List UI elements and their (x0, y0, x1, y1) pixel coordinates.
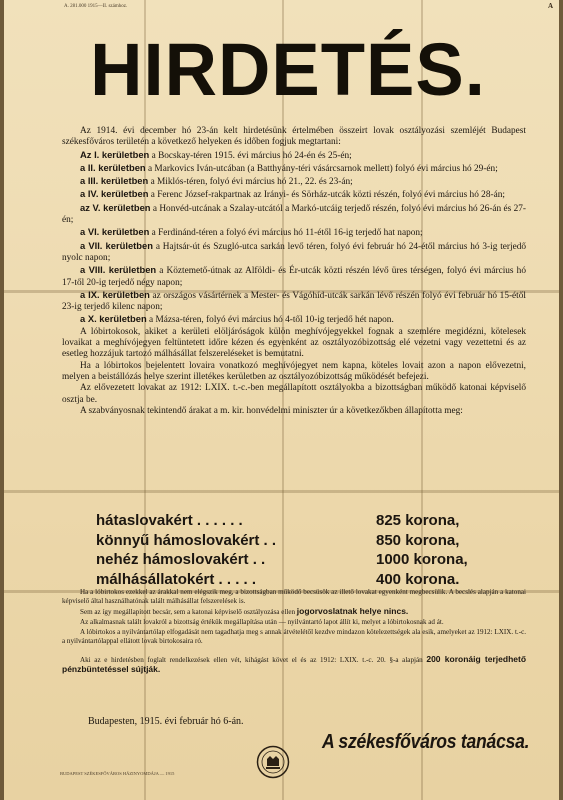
fine-text: Sem az így megállapított becsár, sem a katonai képviselő osztályozása ellen (80, 608, 296, 617)
fine-print (62, 588, 526, 676)
price-label: hátaslovakért . . . . . . (96, 512, 243, 529)
district-item (62, 289, 526, 314)
district-name: a VIII. kerületben (80, 264, 157, 276)
district-details: a Köztemető-útnak az Alföldi- és Ér-utcák közti részén lévő üres térségen, folyó évi március hó 17-től 20-ig terjedő négy napon; (62, 266, 526, 288)
print-note: A. 281.000 1915—II. számhoz. (64, 4, 128, 9)
fine-paragraph: A lóbirtokos a nyilvántartólap elfogadását nem tagadhatja meg s annak átvételétől kezdve mindazon kötelezettségek ala esik, amelyeket az 1912: LXIX. t.-c. a nyilvántartólappal ellátott lovak birtokosaira ró. (62, 627, 526, 646)
district-item (62, 175, 526, 188)
price-value: 1000 korona, (376, 551, 468, 568)
district-item (62, 226, 526, 239)
district-details: a Honvéd-utcának a Szalay-utcától a Markó-utcáig terjedő részén, folyó évi március hó 26-án és 27-én; (62, 203, 526, 226)
price-label: könnyű hámoslovakért . . (96, 531, 277, 549)
district-item (62, 240, 526, 265)
price-value: 850 korona, (376, 531, 460, 549)
district-name: a IX. kerületben (80, 288, 150, 300)
fine-text: Aki az e hirdetésben foglalt rendelkezések ellen vét, kihágást követ el és az 1912: LXIX. t.-c. 20. §-a alapján (80, 655, 423, 664)
district-details: a Bocskay-téren 1915. évi március hó 24-én és 25-én; (151, 150, 352, 161)
district-details: a Miklós-téren, folyó évi március hó 21., 22. és 23-án; (150, 177, 353, 188)
printer-imprint: BUDAPEST SZÉKESFŐVÁROS HÁZINYOMDÁJA — 1915 (60, 771, 175, 776)
price-value: 825 korona, (376, 512, 460, 529)
district-item (62, 188, 526, 201)
paragraph: Ha a lóbirtokos bejelentett lovaira vonatkozó meghívójegyet nem kapna, köteles lovait azon a napon elővezetni, melyen a beistállózás helye szerint illetékes kerületben az osztályozóbizottság működését befejezi. (62, 360, 526, 382)
fine-paragraph (62, 655, 526, 676)
price-value: 400 korona. (376, 570, 460, 588)
fine-bold: 200 koronáig terjedhető pénzbüntetéssel sújtják. (62, 653, 527, 674)
price-label: málhásállatokért . . . . . (96, 570, 257, 588)
price-row (96, 531, 496, 551)
district-name: a II. kerületben (80, 161, 146, 173)
price-row (96, 511, 496, 531)
paragraph: A lóbirtokosok, akiket a kerületi elöljáróságok külön meghívójegyekkel fognak a szemlére megidézni, kötelesek lovaikat a meghívójegyen feltüntetett időre kézen és egyenként az osztályozóbizottság elé vezetni vagy vezettetni és az esetleg hozzájuk tartozó málhásállat felszereléseket is bemutatni. (62, 326, 526, 360)
district-list (62, 149, 526, 327)
district-details: a Hajtsár-út és Szugló-utca sarkán levő téren, folyó évi február hó 24-étől március hó 3-ig terjedő nyolc napon; (62, 241, 527, 263)
fine-paragraph (62, 607, 526, 617)
seal-stamp-icon (256, 745, 290, 779)
fine-bold: jogorvoslatnak helye nincs. (296, 606, 409, 617)
district-item (62, 149, 526, 162)
paragraph: A szabványosnak tekintendő árakat a m. kir. honvédelmi miniszter úr a következőkben állapította meg: (80, 405, 463, 416)
district-name: a IV. kerületben (80, 188, 149, 200)
poster-title: HIRDETÉS. (90, 28, 486, 111)
district-name: a III. kerületben (80, 175, 149, 187)
district-details: a Ferdinánd-téren a folyó évi március hó 11-étől 16-ig terjedő hat napon; (151, 228, 423, 239)
district-item (62, 202, 526, 227)
district-name: az V. kerületben (80, 201, 151, 213)
district-details: a Mázsa-téren, folyó évi március hó 4-től 10-ig terjedő hét napon. (149, 315, 394, 326)
district-item (62, 264, 526, 289)
corner-mark: A (547, 2, 553, 10)
fold-line (4, 490, 559, 493)
fine-paragraph: Ha a lóbirtokos ezekkel az árakkal nem elégszik meg, a bizottságban működő becsüsök az illető lovakat egyenként megbecsülik. A becslés alapján a katonai képviselő által használhatónak talált málhásállat felszerelések is. (62, 588, 526, 606)
district-name: a VI. kerületben (80, 226, 150, 238)
paragraph: Az elővezetett lovakat az 1912: LXIX. t.-c.-ben megállapított osztályokba a bizottságban működő katonai képviselő osztja be. (62, 383, 526, 405)
district-item (62, 162, 526, 175)
fine-paragraph: Az alkalmasnak talált lovakról a bizottság értékük megállapítása után — nyilvántartó lapot állít ki, melyet a lóbirtokosnak ad át. (80, 618, 444, 627)
poster (4, 0, 559, 800)
signer: A székesfőváros tanácsa. (322, 731, 530, 753)
district-name: a VII. kerületben (80, 239, 153, 251)
district-name: Az I. kerületben (80, 148, 150, 160)
intro-paragraph: Az 1914. évi december hó 23-án kelt hirdetésünk értelmében összeirt lovak osztályozási szemléjét Budapest székesfőváros területén a következő helyeken és időben fogjuk megtartani: (62, 126, 526, 148)
price-list (96, 511, 496, 589)
district-details: a Ferenc József-rakpartnak az Irányi- és Sörház-utcák közti részén, folyó évi március hó 28-án; (150, 190, 505, 201)
price-row (96, 550, 496, 570)
price-label: nehéz hámoslovakért . . (96, 551, 266, 568)
issue-date: Budapesten, 1915. évi február hó 6-án. (88, 716, 244, 727)
district-details: az országos vásártérnek a Mester- és Vágóhíd-utcák sarkán lévő részén folyó évi február hó 15-étől 23-ig terjedő kilenc napon; (62, 290, 527, 313)
district-name: a X. kerületben (80, 313, 147, 325)
district-item (62, 313, 526, 326)
announcement-body (62, 126, 526, 417)
price-row (96, 570, 496, 590)
district-details: a Markovics Iván-utcában (a Batthyány-téri vásárcsarnok mellett) folyó évi március hó 29-én; (147, 163, 498, 174)
